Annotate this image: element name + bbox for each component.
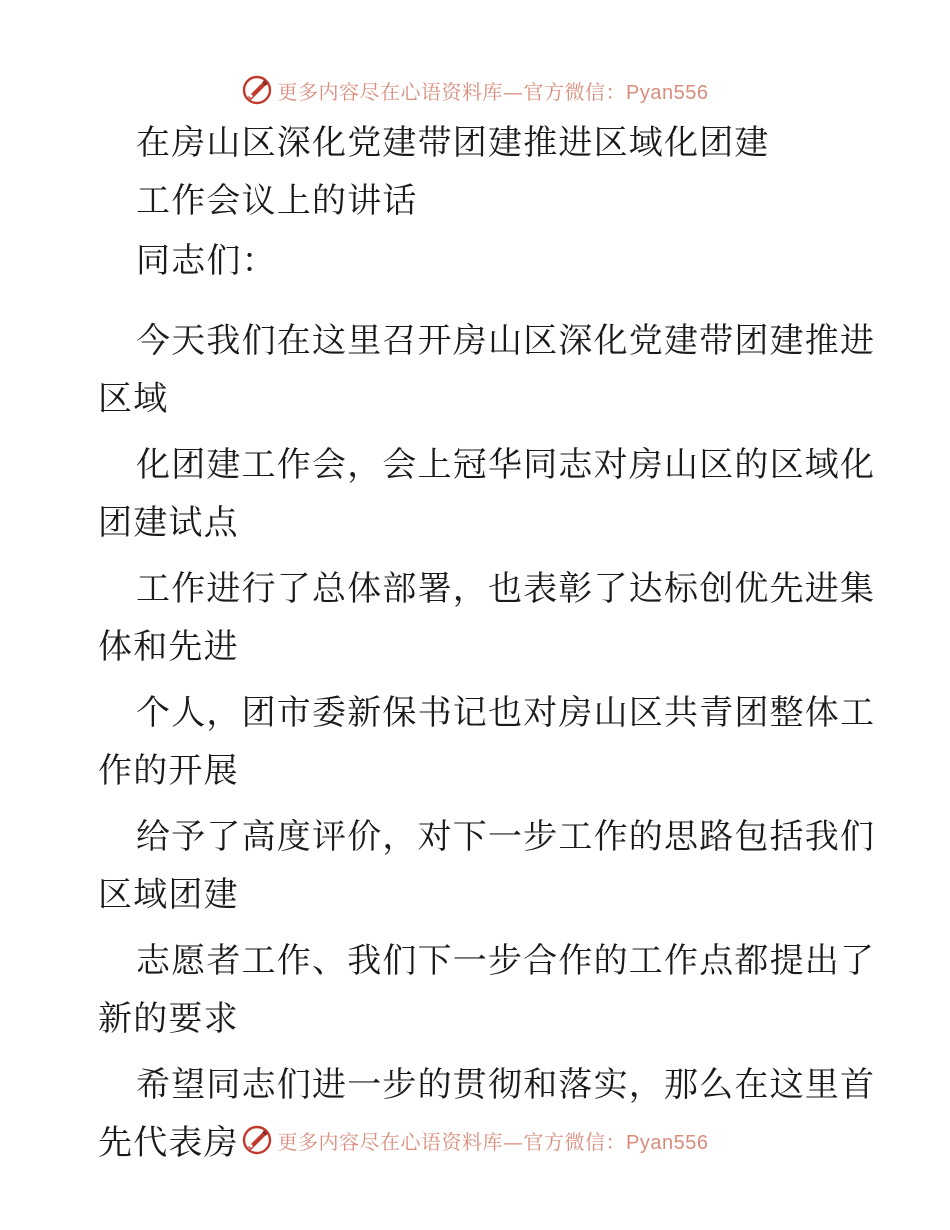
- paragraph-line: 给予了高度评价，对下一步工作的思路包括我们: [136, 817, 876, 857]
- pen-logo-icon: [242, 1125, 272, 1155]
- paragraph-line: 工作进行了总体部署，也表彰了达标创优先进集: [136, 569, 876, 609]
- paragraph-line-wrap: 体和先进: [98, 627, 239, 667]
- paragraph-line-wrap: 区域团建: [98, 875, 239, 915]
- footer-watermark-banner: [0, 1120, 950, 1163]
- wechat-id: Pyan556: [626, 81, 709, 104]
- watermark-text: 更多内容尽在心语资料库—官方微信：Pyan556: [277, 79, 709, 104]
- paragraph-line: 志愿者工作、我们下一步合作的工作点都提出了: [136, 941, 876, 981]
- document-title-continued: 工作会议上的讲话: [136, 181, 418, 221]
- paragraph-line: 今天我们在这里召开房山区深化党建带团建推进: [136, 321, 876, 361]
- paragraph-line-wrap: 作的开展: [98, 751, 239, 791]
- paragraph-line-wrap: 新的要求: [98, 999, 239, 1039]
- paragraph-line: 个人，团市委新保书记也对房山区共青团整体工: [136, 693, 876, 733]
- wechat-id: Pyan556: [626, 1131, 709, 1154]
- paragraph-line: 希望同志们进一步的贯彻和落实，那么在这里首: [136, 1065, 876, 1105]
- pen-logo-icon: [242, 75, 272, 105]
- document-title: 在房山区深化党建带团建推进区域化团建: [136, 123, 770, 163]
- paragraph-line-wrap: 团建试点: [98, 503, 239, 543]
- paragraph-line-wrap: 区域: [98, 379, 169, 419]
- paragraph-line-wrap: 先代表房: [98, 1123, 239, 1163]
- paragraph-line: 化团建工作会，会上冠华同志对房山区的区域化: [136, 445, 876, 485]
- salutation: 同志们：: [136, 241, 277, 281]
- document-body: [98, 123, 876, 1163]
- header-watermark-banner: [0, 70, 950, 110]
- watermark-text: 更多内容尽在心语资料库—官方微信：Pyan556: [277, 1129, 709, 1154]
